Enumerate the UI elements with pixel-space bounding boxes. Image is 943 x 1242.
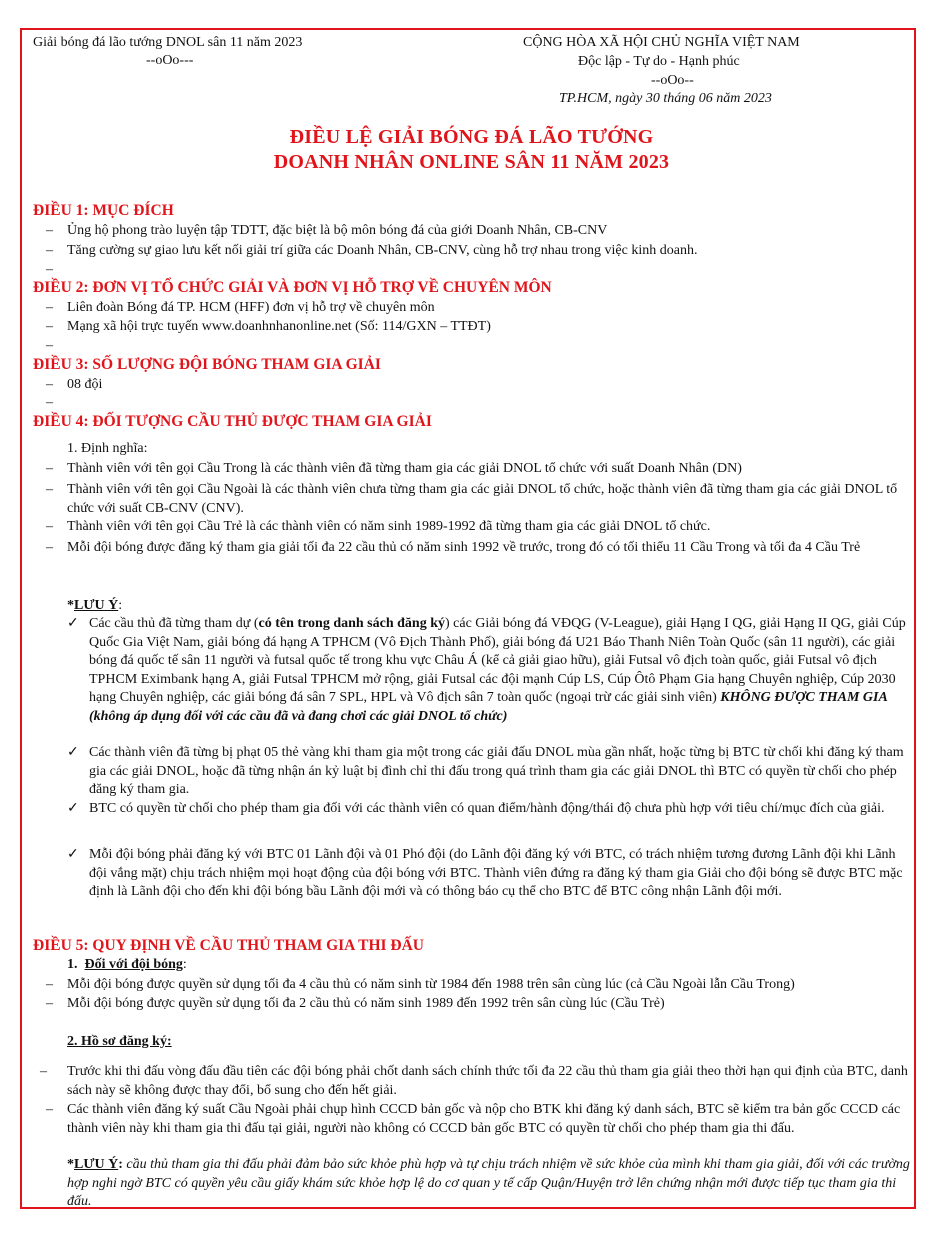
list-item: Ủng hộ phong trào luyện tập TDTT, đặc biệt là bộ môn bóng đá của giới Doanh Nhân, CB-CNV (67, 223, 608, 238)
article-5-heading: ĐIỀU 5: QUY ĐỊNH VỀ CẦU THỦ THAM GIA THI ĐẤU (33, 937, 424, 954)
list-dash: – (46, 338, 53, 353)
list-item: 08 đội (67, 377, 103, 392)
list-dash: – (46, 223, 53, 238)
final-note (67, 1156, 912, 1212)
note-text: Các cầu thủ đã từng tham dự ( (89, 616, 259, 631)
left-separator: --oOo--- (146, 53, 194, 68)
list-item: Thành viên với tên gọi Cầu Trong là các thành viên đã từng tham gia các giải DNOL tổ chức với suất Doanh Nhân (DN) (67, 461, 742, 476)
list-item: Các thành viên đăng ký suất Cầu Ngoài phải chụp hình CCCD bản gốc và nộp cho BTK khi đăng ký danh sách, BTC sẽ kiểm tra bản gốc CCCD các thành viên này khi tham gia thi đấu tại giải, người nào không có CCCD bản gốc BTC có quyền từ chối cho phép tham gia thi đấu. (67, 1102, 901, 1136)
article-1-heading: ĐIỀU 1: MỤC ĐÍCH (33, 202, 174, 219)
subsection-number: 1. (67, 957, 78, 972)
list-dash: – (46, 395, 53, 410)
country-name: CỘNG HÒA XÃ HỘI CHỦ NGHĨA VIỆT NAM (523, 35, 800, 50)
note-item: Mỗi đội bóng phải đăng ký với BTC 01 Lãnh đội và 01 Phó đội (do Lãnh đội đăng ký với BTC, có trách nhiệm tương đương Lãnh đội khi Lãnh đội vắng mặt) chịu trách nhiệm mọi hoạt động của đội bóng với BTC. Thành viên đứng ra đăng ký tham gia Giải cho đội bóng sẽ được BTC mặc định là Lãnh đội cho đến khi đội bóng bầu Lãnh đội mới và có thông báo cụ thể cho BTC để BTC công nhận Lãnh đội mới. (89, 847, 903, 899)
note-emphasis: KHÔNG ĐƯỢC THAM GIA (720, 690, 888, 705)
list-dash: – (46, 519, 53, 534)
list-item: Liên đoàn Bóng đá TP. HCM (HFF) đơn vị hỗ trợ về chuyên môn (67, 300, 435, 315)
list-dash: – (40, 1064, 47, 1079)
list-dash: – (46, 243, 53, 258)
list-dash: – (46, 977, 53, 992)
list-item: Mỗi đội bóng được quyền sử dụng tối đa 2 cầu thủ có năm sinh 1989 đến 1992 trên sân cùng lúc (Cầu Trẻ) (67, 996, 665, 1011)
subsection-2-heading: 2. Hồ sơ đăng ký: (67, 1034, 172, 1049)
check-icon: ✓ (67, 745, 79, 760)
list-dash: – (46, 377, 53, 392)
right-separator: --oOo-- (651, 73, 694, 88)
definition-heading: 1. Định nghĩa: (67, 441, 148, 456)
note-colon: : (118, 598, 123, 613)
motto: Độc lập - Tự do - Hạnh phúc (578, 54, 740, 69)
check-icon: ✓ (67, 847, 79, 862)
list-dash: – (46, 482, 53, 497)
list-dash: – (46, 262, 53, 277)
article-4-heading: ĐIỀU 4: ĐỐI TƯỢNG CẦU THỦ ĐƯỢC THAM GIA GIẢI (33, 413, 432, 430)
note-item (89, 615, 909, 726)
note-colon: : (118, 1157, 127, 1172)
note-bold-text: có tên trong danh sách đăng ký (258, 616, 445, 631)
note-item: BTC có quyền từ chối cho phép tham gia đối với các thành viên có quan điểm/hành động/thái độ chưa phù hợp với tiêu chí/mục đích của giải. (89, 801, 885, 816)
article-3-heading: ĐIỀU 3: SỐ LƯỢNG ĐỘI BÓNG THAM GIA GIẢI (33, 356, 381, 373)
list-item: Thành viên với tên gọi Cầu Trẻ là các thành viên có năm sinh 1989-1992 đã từng tham gia các giải DNOL tổ chức. (67, 519, 711, 534)
subsection-colon: : (182, 957, 187, 972)
subsection-1-heading (67, 956, 187, 974)
check-icon: ✓ (67, 616, 79, 631)
note-heading (67, 597, 122, 615)
list-item: Tăng cường sự giao lưu kết nối giải trí giữa các Doanh Nhân, CB-CNV, cùng hỗ trợ nhau trong việc kinh doanh. (67, 243, 698, 258)
list-item: Trước khi thi đấu vòng đấu đầu tiên các đội bóng phải chốt danh sách chính thức tối đa 22 cầu thủ tham gia giải theo thời hạn qui định của BTC, danh sách này sẽ không được thay đổi, bổ sung cho đến hết giải. (67, 1064, 908, 1098)
document-title-line2: DOANH NHÂN ONLINE SÂN 11 NĂM 2023 (273, 151, 670, 173)
list-dash: – (46, 319, 53, 334)
document-title-line1: ĐIỀU LỆ GIẢI BÓNG ĐÁ LÃO TƯỚNG (289, 126, 654, 148)
note-label: LƯU Ý (74, 1157, 119, 1172)
note-text: ) các Giải bóng đá VĐQG (V-League), giải Hạng I QG, giải Hạng II QG, giải Cúp Quốc Gia Việt Nam, giải bóng đá hạng A TPHCM (Vô Địch Thành Phố), giải bóng đá U21 Báo Thanh Niên Toàn Quốc (sân 11 người), các giải bóng đá quốc tế sân 11 người và futsal quốc tế trong khu vực Châu Á (kể cả giải giao hữu), giải Futsal vô địch toàn quốc, giải Futsal vô địch TPHCM Eximbank hạng A, giải Futsal TPHCM mở rộng, giải Futsal các đội mạnh Cúp LS, Cúp Ôtô Phạm Gia hạng Chuyên nghiệp, Cúp 2030 hạng Chuyên nghiệp, các giải bóng đá sân 7 SPL, HPL và Vô địch sân 7 toàn quốc (ngoại trừ các giải sinh viên) (89, 616, 906, 705)
tournament-name: Giải bóng đá lão tướng DNOL sân 11 năm 2023 (33, 35, 303, 50)
list-item: Mạng xã hội trực tuyến www.doanhnhanonline.net (Số: 114/GXN – TTĐT) (67, 319, 491, 334)
list-item: Mỗi đội bóng được đăng ký tham gia giải tối đa 22 cầu thủ có năm sinh 1992 về trước, trong đó có tối thiểu 11 Cầu Trong và tối đa 4 Cầu Trẻ (67, 540, 861, 555)
list-dash: – (46, 996, 53, 1011)
list-dash: – (46, 540, 53, 555)
note-item: Các thành viên đã từng bị phạt 05 thẻ vàng khi tham gia một trong các giải đấu DNOL mùa gần nhất, hoặc từng bị BTC từ chối khi đăng ký tham gia các giải DNOL, hoặc đã từng nhận án kỷ luật bị đình chỉ thi đấu trong quá trình tham gia các giải DNOL thì BTC có quyền từ chối cho phép đăng ký tham gia. (89, 745, 904, 797)
note-text: cầu thủ tham gia thi đấu phải đảm bảo sức khỏe phù hợp và tự chịu trách nhiệm về sức khỏe của mình khi tham gia giải, đối với các trường hợp nghi ngờ BTC có quyền yêu cầu giấy khám sức khỏe hợp lệ do cơ quan y tế cấp Quận/Huyện trở lên chứng nhận mới được tiếp tục tham gia thi đấu. (67, 1157, 910, 1209)
list-item: Thành viên với tên gọi Cầu Ngoài là các thành viên chưa từng tham gia các giải DNOL tổ chức, hoặc thành viên đã từng tham gia các giải DNOL tổ chức với suất CB-CNV (CNV). (67, 482, 898, 516)
list-dash: – (46, 1102, 53, 1117)
note-star: * (67, 598, 74, 613)
list-dash: – (46, 461, 53, 476)
article-2-heading: ĐIỀU 2: ĐƠN VỊ TỔ CHỨC GIẢI VÀ ĐƠN VỊ HỖ TRỢ VỀ CHUYÊN MÔN (33, 279, 552, 296)
note-exception: (không áp dụng đối với các cầu đã và đang chơi các giải DNOL tổ chức) (89, 708, 508, 724)
list-item: Mỗi đội bóng được quyền sử dụng tối đa 4 cầu thủ có năm sinh từ 1984 đến 1988 trên sân cùng lúc (cả Cầu Ngoài lẫn Cầu Trong) (67, 977, 795, 992)
note-star: * (67, 1157, 74, 1172)
subsection-label: Đối với đội bóng (84, 957, 183, 972)
document-date: TP.HCM, ngày 30 tháng 06 năm 2023 (559, 91, 772, 106)
check-icon: ✓ (67, 801, 79, 816)
note-label: LƯU Ý (74, 598, 119, 613)
list-dash: – (46, 300, 53, 315)
